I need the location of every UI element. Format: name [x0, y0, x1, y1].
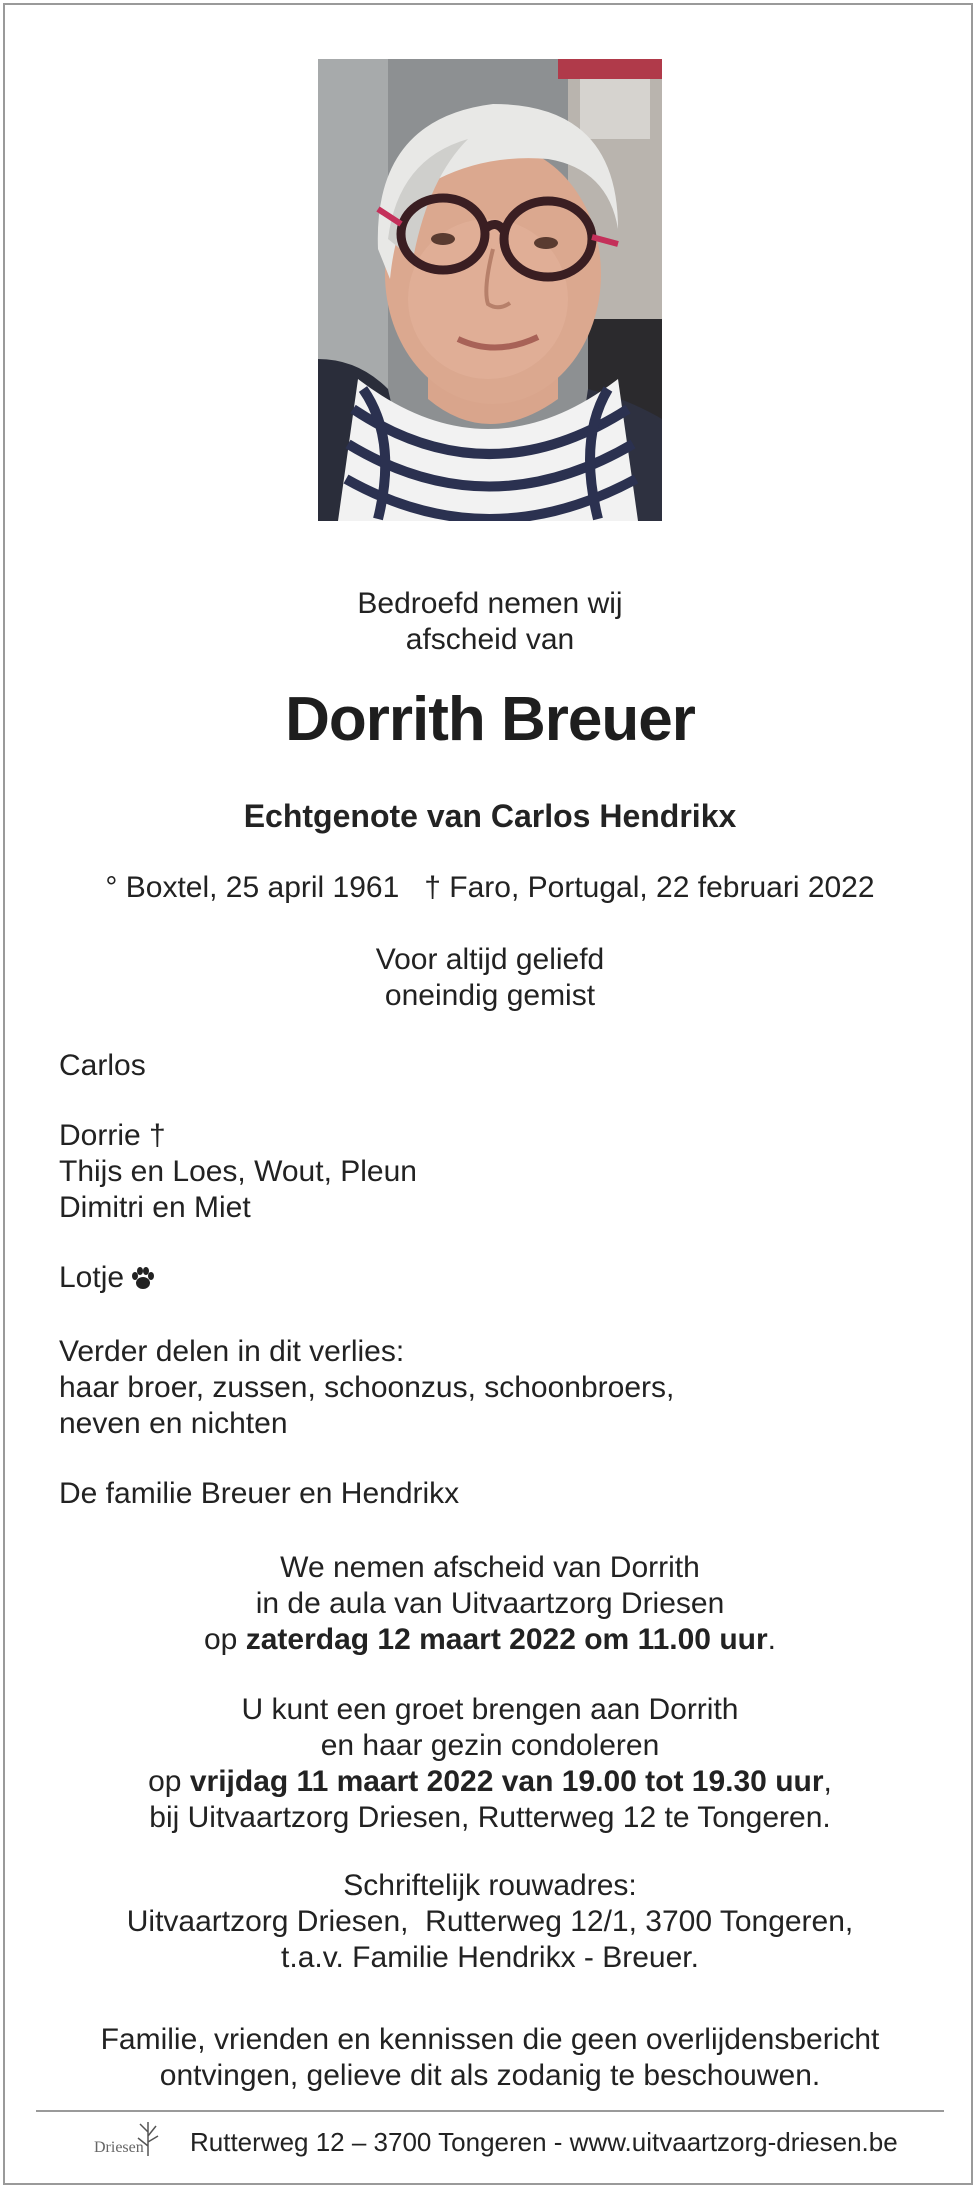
- visit-date: vrijdag 11 maart 2022 van 19.00 tot 19.30 uur: [189, 1765, 824, 1798]
- visit-line: [0, 1764, 980, 1800]
- shared-line: Verder delen in dit verlies:: [59, 1335, 405, 1368]
- deceased-name: Dorrith Breuer: [285, 685, 695, 754]
- visit-line: bij Uitvaartzorg Driesen, Rutterweg 12 te Tongeren.: [149, 1801, 831, 1834]
- logo-text: Driesen: [94, 2139, 144, 2156]
- intro-line: Bedroefd nemen wij: [357, 587, 623, 620]
- farewell-block: [0, 1550, 980, 1658]
- shared-line: neven en nichten: [59, 1407, 288, 1440]
- visit-post: ,: [823, 1765, 832, 1798]
- portrait-photo: [318, 59, 662, 521]
- notice-line: Familie, vrienden en kennissen die geen overlijdensbericht: [100, 2023, 880, 2056]
- visit-line: U kunt een groet brengen aan Dorrith: [241, 1693, 739, 1726]
- motto-block: [0, 942, 980, 1014]
- address-block: [0, 1868, 980, 1976]
- farewell-date: zaterdag 12 maart 2022 om 11.00 uur: [245, 1623, 768, 1656]
- notice-block: [0, 2022, 980, 2094]
- spouse-subtitle: Echtgenote van Carlos Hendrikx: [243, 798, 737, 834]
- pet-name: Lotje: [59, 1261, 125, 1294]
- visit-block: [0, 1692, 980, 1836]
- farewell-line: [0, 1622, 980, 1658]
- pet-line: [59, 1260, 919, 1300]
- intro-block: [0, 586, 980, 658]
- visit-pre: op: [148, 1765, 190, 1798]
- farewell-line: We nemen afscheid van Dorrith: [280, 1551, 700, 1584]
- footer-divider: [36, 2110, 944, 2112]
- child-line: Dorrie †: [59, 1119, 166, 1152]
- farewell-line: in de aula van Uitvaartzorg Driesen: [255, 1587, 725, 1620]
- address-line: t.a.v. Familie Hendrikx - Breuer.: [281, 1941, 699, 1974]
- family-block: [59, 1048, 919, 1512]
- paw-icon: [130, 1264, 156, 1300]
- farewell-post: .: [767, 1623, 776, 1656]
- visit-line: en haar gezin condoleren: [320, 1729, 660, 1762]
- motto-line: oneindig gemist: [384, 979, 596, 1012]
- driesen-logo: [92, 2118, 172, 2168]
- address-line: Schriftelijk rouwadres:: [343, 1869, 637, 1902]
- child-line: Thijs en Loes, Wout, Pleun: [59, 1155, 417, 1188]
- notice-line: ontvingen, gelieve dit als zodanig te beschouwen.: [159, 2059, 821, 2092]
- birth-death-dates: ° Boxtel, 25 april 1961 † Faro, Portugal, 22 februari 2022: [105, 871, 875, 904]
- footer-contact: Rutterweg 12 – 3700 Tongeren - www.uitvaartzorg-driesen.be: [190, 2127, 898, 2157]
- child-line: Dimitri en Miet: [59, 1191, 251, 1224]
- shared-line: haar broer, zussen, schoonzus, schoonbroers,: [59, 1371, 675, 1404]
- motto-line: Voor altijd geliefd: [375, 943, 605, 976]
- farewell-pre: op: [203, 1623, 246, 1656]
- spouse-name: Carlos: [59, 1049, 146, 1082]
- intro-line: afscheid van: [405, 623, 575, 656]
- address-line: Uitvaartzorg Driesen, Rutterweg 12/1, 3700 Tongeren,: [126, 1905, 854, 1938]
- families-line: De familie Breuer en Hendrikx: [59, 1477, 460, 1510]
